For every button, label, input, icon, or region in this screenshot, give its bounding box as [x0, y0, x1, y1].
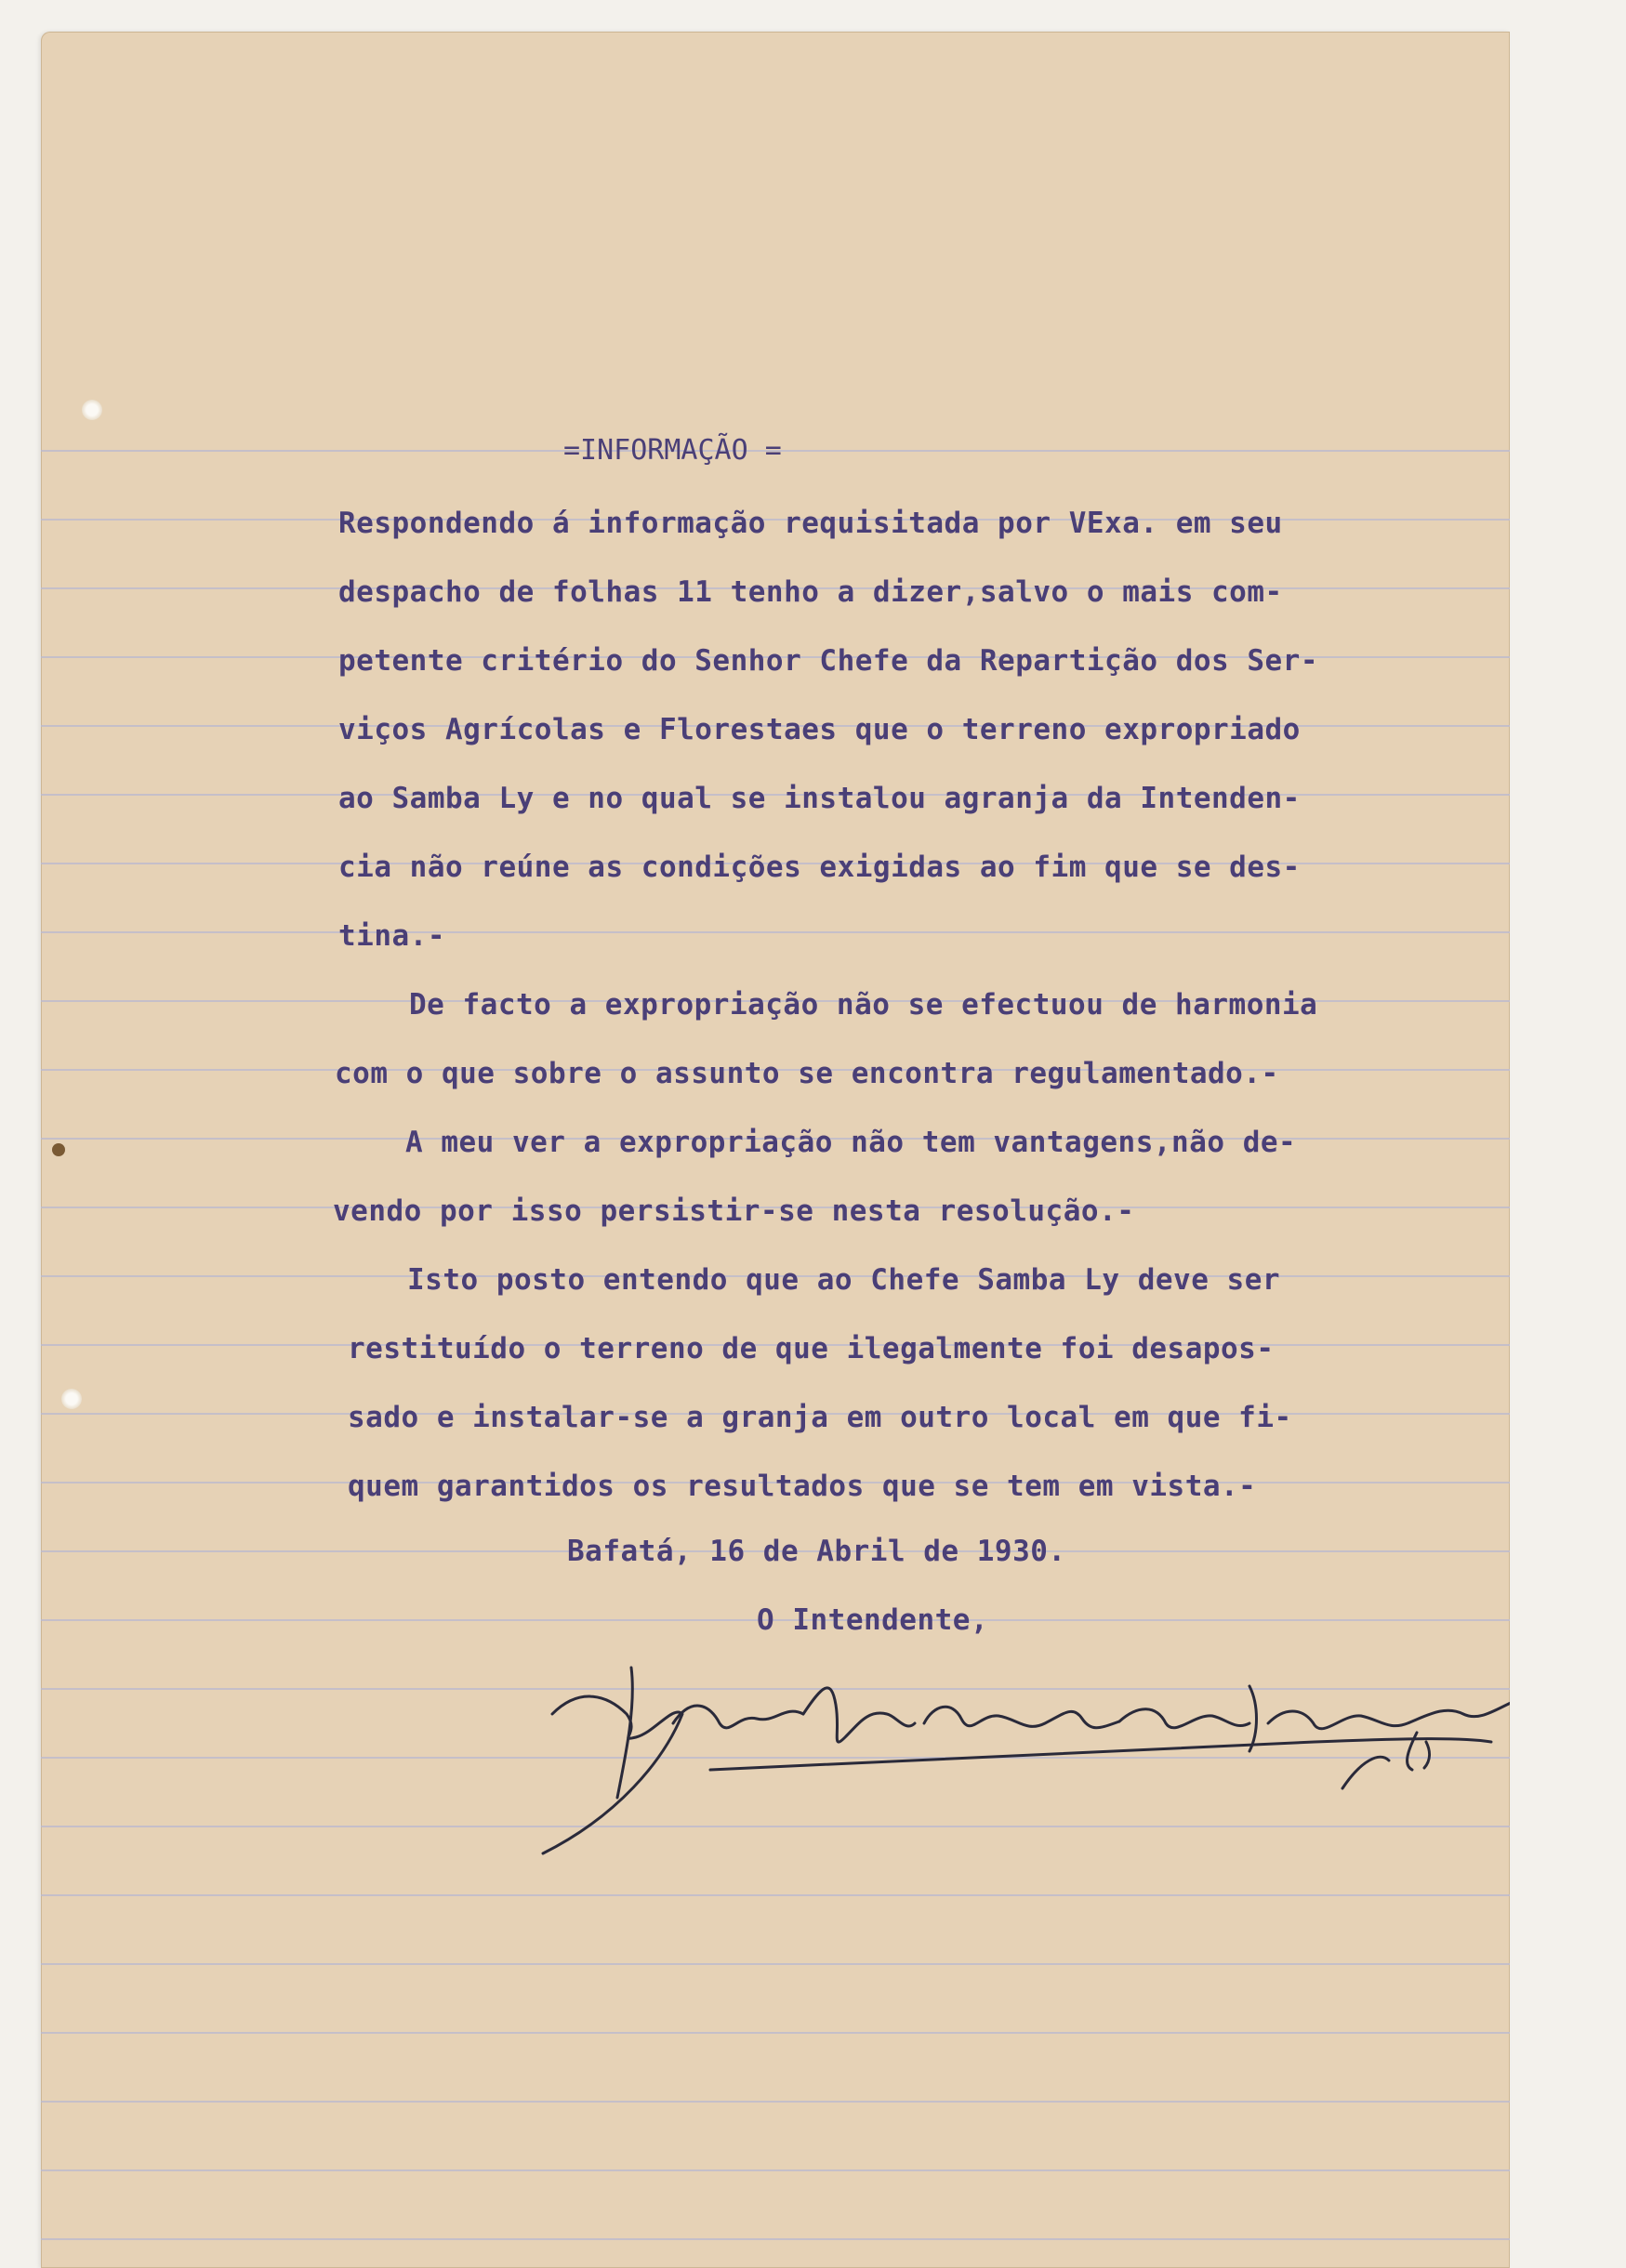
body-line: com o que sobre o assunto se encontra regulamentado.- — [335, 1057, 1279, 1090]
rule-line — [41, 2238, 1510, 2240]
body-line: petente critério do Senhor Chefe da Repartição dos Ser- — [338, 644, 1318, 678]
place-date: Bafatá, 16 de Abril de 1930. — [567, 1535, 1066, 1568]
body-line: tina.- — [338, 919, 445, 953]
body-line: Respondendo á informação requisitada por VExa. em seu — [338, 507, 1283, 540]
body-line: A meu ver a expropriação não tem vantagens,não de- — [405, 1126, 1297, 1159]
punch-hole — [61, 1389, 82, 1409]
handwritten-signature — [524, 1649, 1510, 1863]
rule-line — [41, 2032, 1510, 2034]
body-line: viços Agrícolas e Florestaes que o terreno expropriado — [338, 713, 1301, 746]
body-line: De facto a expropriação não se efectuou de harmonia — [409, 988, 1318, 1022]
rule-line — [41, 2169, 1510, 2171]
ink-speck — [52, 1143, 65, 1156]
body-line: despacho de folhas 11 tenho a dizer,salvo o mais com- — [338, 575, 1283, 609]
rule-line — [41, 1894, 1510, 1896]
rule-line — [41, 931, 1510, 933]
body-line: sado e instalar-se a granja em outro local em que fi- — [348, 1401, 1292, 1434]
body-line: Isto posto entendo que ao Chefe Samba Ly deve ser — [407, 1263, 1281, 1297]
document-heading: =INFORMAÇÃO = — [563, 434, 782, 467]
rule-line — [41, 2101, 1510, 2103]
body-line: quem garantidos os resultados que se tem em vista.- — [348, 1470, 1257, 1503]
document-page — [41, 32, 1510, 2268]
body-line: restituído o terreno de que ilegalmente foi desapos- — [348, 1332, 1275, 1365]
rule-line — [41, 1963, 1510, 1965]
body-line: ao Samba Ly e no qual se instalou agranja da Intenden- — [338, 782, 1301, 815]
body-line: cia não reúne as condições exigidas ao fim que se des- — [338, 850, 1301, 884]
body-line: vendo por isso persistir-se nesta resolução.- — [333, 1194, 1135, 1228]
signatory-title: O Intendente, — [757, 1603, 989, 1637]
punch-hole — [82, 400, 102, 420]
